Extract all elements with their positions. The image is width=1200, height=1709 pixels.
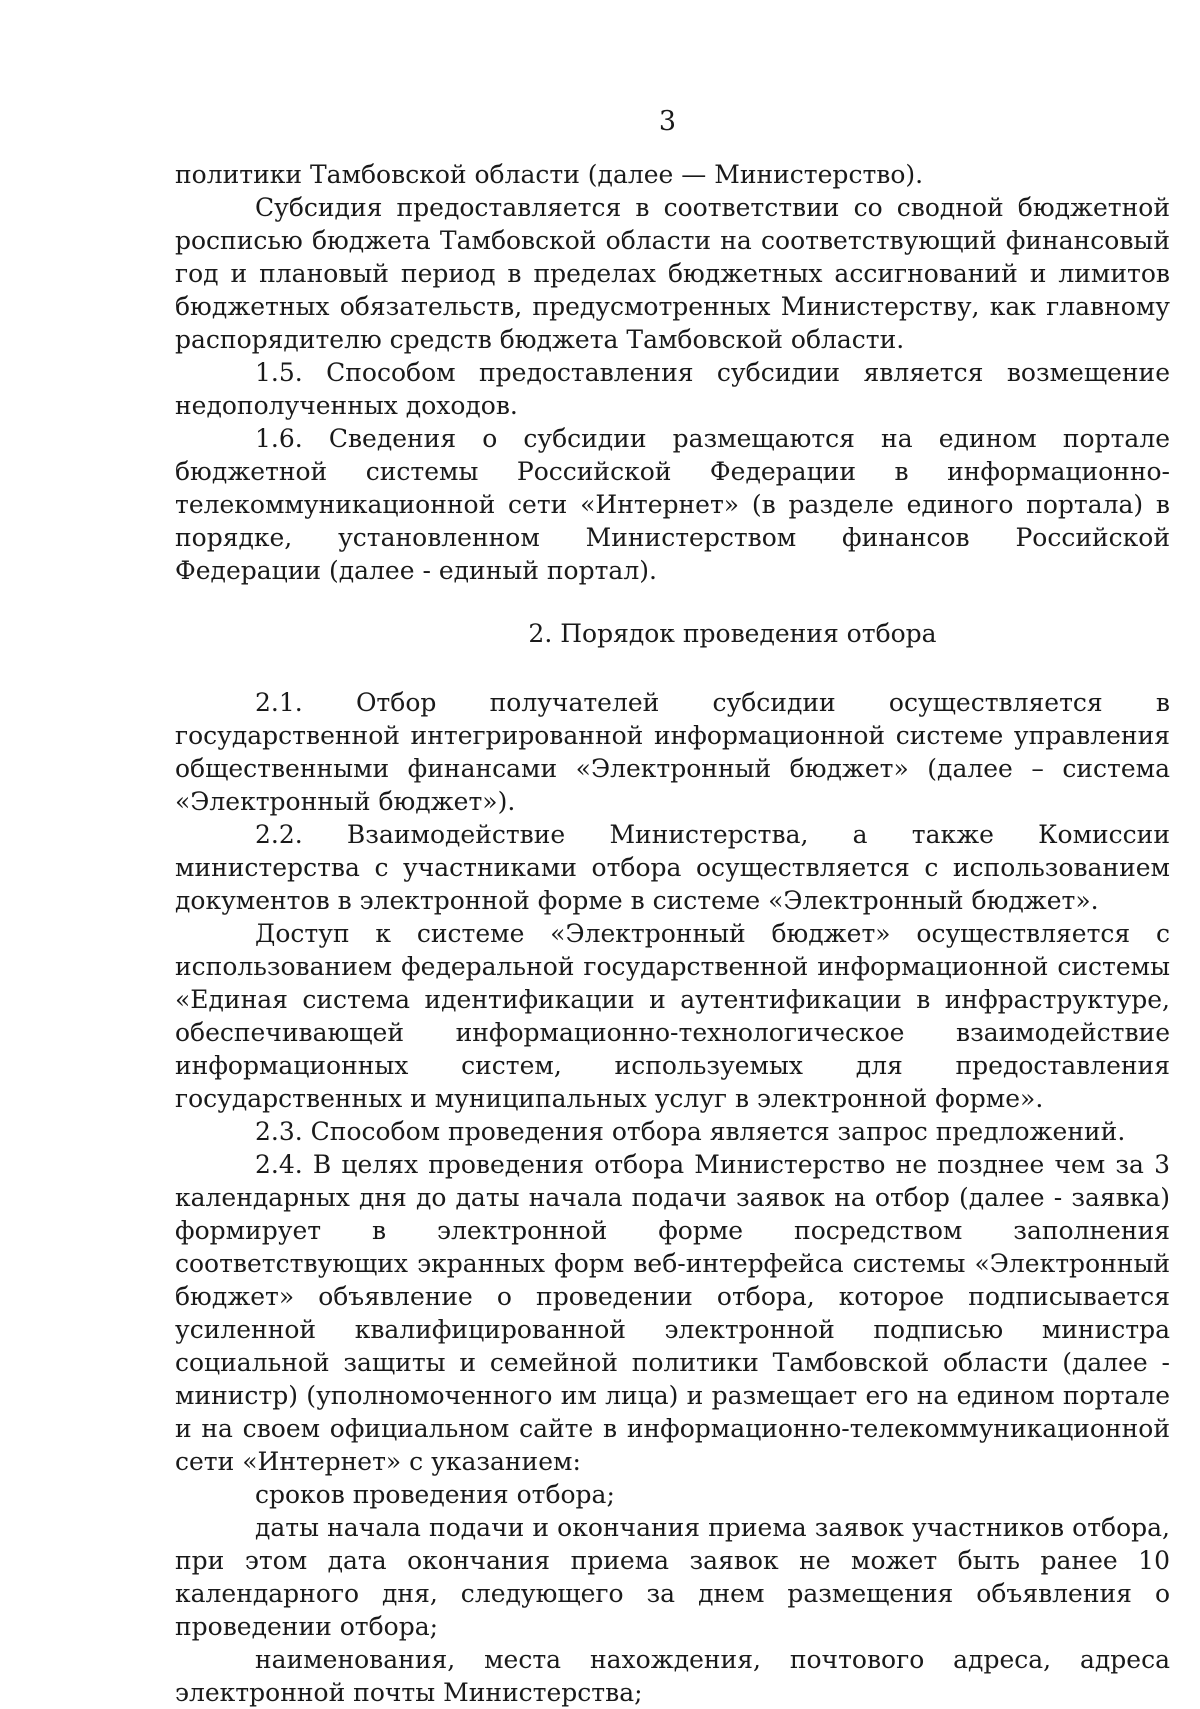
paragraph-2-3: 2.3. Способом проведения отбора является запрос предложений. — [255, 1117, 1126, 1146]
page-number: 3 — [658, 106, 677, 137]
paragraph-1-5: 1.5. Способом предоставления субсидии является возмещение недополученных доходов. — [175, 358, 1170, 420]
paragraph: Доступ к системе «Электронный бюджет» осуществляется с использованием федеральной государственной информационной системы «Единая система идентификации и аутентификации в инфраструктуре, обеспечивающей информационно-технологическое взаимодействие информационных систем, используемых для предоставления государственных и муниципальных услуг в электронной форме». — [175, 919, 1170, 1113]
paragraph-2-1: 2.1. Отбор получателей субсидии осуществляется в государственной интегрированной информационной системе управления общественными финансами «Электронный бюджет» (далее – система «Электронный бюджет»). — [175, 688, 1170, 816]
list-item: сроков проведения отбора; — [255, 1480, 615, 1509]
paragraph-2-2: 2.2. Взаимодействие Министерства, а также Комиссии министерства с участниками отбора осуществляется с использованием документов в электронной форме в системе «Электронный бюджет». — [175, 820, 1170, 915]
paragraph: политики Тамбовской области (далее — Министерство). — [175, 160, 924, 189]
paragraph-2-4: 2.4. В целях проведения отбора Министерство не позднее чем за 3 календарных дня до даты начала подачи заявок на отбор (далее - заявка) формирует в электронной форме посредством заполнения соответствующих экранных форм веб-интерфейса системы «Электронный бюджет» объявление о проведении отбора, которое подписывается усиленной квалифицированной электронной подписью министра социальной защиты и семейной политики Тамбовской области (далее - министр) (уполномоченного им лица) и размещает его на едином портале и на своем официальном сайте в информационно-телекоммуникационной сети «Интернет» с указанием: — [175, 1150, 1170, 1476]
section-heading: 2. Порядок проведения отбора — [528, 619, 937, 648]
list-item: наименования, места нахождения, почтового адреса, адреса электронной почты Министерства; — [175, 1645, 1170, 1707]
paragraph: Субсидия предоставляется в соответствии со сводной бюджетной росписью бюджета Тамбовской области на соответствующий финансовый год и плановый период в пределах бюджетных ассигнований и лимитов бюджетных обязательств, предусмотренных Министерству, как главному распорядителю средств бюджета Тамбовской области. — [175, 193, 1170, 354]
paragraph-1-6: 1.6. Сведения о субсидии размещаются на едином портале бюджетной системы Российской Федерации в информационно-телекоммуникационной сети «Интернет» (в разделе единого портала) в порядке, установленном Министерством финансов Российской Федерации (далее - единый портал). — [175, 424, 1170, 585]
document-body — [175, 158, 1170, 1709]
list-item: даты начала подачи и окончания приема заявок участников отбора, при этом дата окончания приема заявок не может быть ранее 10 календарного дня, следующего за днем размещения объявления о проведении отбора; — [175, 1513, 1170, 1641]
